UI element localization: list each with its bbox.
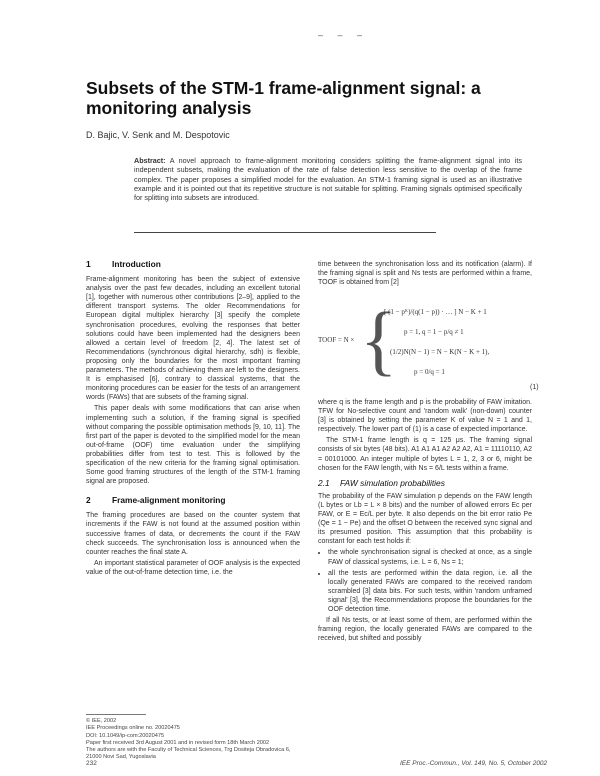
equation-line: [ (1 − pᴷ)/(q(1 − p)) · … ] N − K + 1	[384, 308, 487, 316]
left-column	[86, 260, 300, 579]
paragraph: If all Ns tests, or at least some of them, are performed within the framing region, the locally generated FAWs are compared to the received, but shifted and possibly	[318, 617, 532, 643]
equation-number: (1)	[530, 384, 539, 391]
section-number: 2	[86, 495, 91, 506]
paragraph: The probability of the FAW simulation p depends on the FAW length (L bytes or Lb = L × 8 bits) and the number of allowed errors Ec per FAW, or E = Ec/L per byte. It also depends on the bit error ratio Pe (Qe = 1 − Pe) and the offset O between the received sync signal and its presumed position. This assumption that this probability is constant for each test holds if:	[318, 492, 532, 546]
section-heading-monitoring	[86, 496, 300, 505]
abstract-label: Abstract:	[134, 156, 166, 165]
right-column-bottom	[318, 398, 532, 645]
equation-line: p = 0/q = 1	[414, 368, 445, 376]
section-number: 1	[86, 259, 91, 269]
abstract-text: A novel approach to frame-alignment monitoring considers splitting the frame-alignment signal into its independent subsets, making the evaluation of the rate of false detection less sensitive to the overlap of the frame complex. The paper proposes a simplified model for the evaluation. An STM-1 framing signal is used as an illustrative example and it is pointed out that its repetitive structure is not suitable for splitting. Framing signals optimised specifically for splitting into subsets are introduced.	[134, 156, 522, 203]
subsection-title: FAW simulation probabilities	[340, 477, 445, 488]
section-heading-intro	[86, 260, 300, 269]
paragraph: time between the synchronisation loss and its notification (alarm). If the framing signal is split and Ns tests are performed within a frame, TOOF is obtained from [2]	[318, 261, 532, 287]
equation-brace: {	[360, 296, 398, 383]
journal-footer: IEE Proc.-Commun., Vol. 149, No. 5, October 2002	[400, 760, 548, 767]
footnote-line: The authors are with the Faculty of Technical Sciences, Trg Dositeja Obradovica 6, 21000 Novi Sad, Yugoslavia	[86, 747, 291, 761]
paragraph: where q is the frame length and p is the probability of FAW imitation. TFW for No-selective count and 'random walk' (non-down) counter [3] is obtained by setting the parameter K of value N = 1 and 1, respectively. The lower part of (1) is a case of expected importance.	[318, 399, 532, 434]
equation-1	[318, 298, 538, 390]
abstract-divider	[134, 232, 436, 233]
paragraph: An important statistical parameter of OOF analysis is the expected value of the out-of-frame detection time, i.e. the	[86, 559, 300, 576]
paper-title: Subsets of the STM-1 frame-alignment signal: a monitoring analysis	[86, 78, 481, 118]
abstract	[134, 156, 522, 202]
footnote-line: DOI: 10.1049/ip-com:20020475	[86, 732, 165, 739]
list-item: • all the tests are performed within the data region, i.e. all the locally generated FAWs are compared to the received random scrambled [3] data bits. For such tests, within 'random unframed signal' [3], the Recommendations propose the boundaries for the OOF detection time.	[328, 569, 532, 614]
section-title: Introduction	[112, 259, 161, 269]
subsection-number: 2.1	[318, 477, 330, 488]
condition-list	[318, 548, 532, 614]
footnote-line: IEE Proceedings online no. 20020475	[86, 725, 180, 732]
subsection-heading-faw	[318, 479, 532, 488]
footnote-divider	[86, 714, 146, 715]
paragraph: Frame-alignment monitoring has been the subject of extensive analysis over the past few decades, including an excellent tutorial [1], together with numerous other contributions [2–9], applied to the different transport systems. The older Recommendations for European digital multiplex hierarchy [3] specify the complete synchronisation procedures, evolving the responses that better solutions could have been implemented had the designers been allowed a certain level of freedom [2, 4]. The latest set of Recommendations (synchronous digital hierarchy, sdh) is flexible, proposing only the boundaries for the most important framing parameters. The methods of achieving them are left to the designers. It is emphasised [6], contrary to classical systems, that the monitoring procedures can be easier for the tests of an arrangement words (FAWs) that are subsets of the framing signal.	[86, 276, 300, 402]
paragraph: This paper deals with some modifications that can arise when implementing such a solution, if the framing signal is specified without comparing the possible optimisation methods [9, 10, 11]. The first part of the paper is devoted to the simplified model for the mean out-of-frame (OOF) time evaluation under the simplifying probabilities differ from test to test. This is followed by the specification of the new criteria for the framing signal optimisation. Some good framing structures of the length of the STM-1 framing signal are proposed.	[86, 405, 300, 486]
equation-line: (1/2)N(N − 1) = N − K(N − K + 1),	[390, 348, 490, 356]
equation-lhs: TOOF = N ×	[318, 336, 355, 344]
paragraph: The framing procedures are based on the counter system that increments if the FAW is not found at the assumed position within successive frames of data, or decrements the count if the FAW check succeeds. The synchronisation loss is announced when the counter reaches the final state A.	[86, 512, 300, 556]
section-title: Frame-alignment monitoring	[112, 495, 226, 506]
footnote-line: © IEE, 2002	[86, 718, 117, 724]
list-item: • the whole synchronisation signal is checked at once, as a single FAW of classical systems, i.e. L = 6, Ns = 1;	[328, 548, 532, 566]
right-column-top	[318, 260, 532, 289]
paragraph: The STM-1 frame length is q = 125 μs. The framing signal consists of six bytes (48 bits). A1 A1 A1 A2 A2 A2, A1 = 11110110, A2 = 00101000. An integer multiple of bytes L = 1, 2, 3 or 6, might be chosen for the FAW length, with Ns = 6/L tests within a frame.	[318, 437, 532, 472]
footnote-line: Paper first received 3rd August 2001 and in revised form 18th March 2002	[86, 739, 270, 746]
author-list: D. Bajic, V. Senk and M. Despotovic	[86, 130, 230, 140]
equation-line: p = 1, q = 1 − p/q ≠ 1	[404, 328, 464, 336]
footnotes	[86, 718, 296, 762]
header-mark: – – –	[318, 30, 369, 40]
page-number: 232	[86, 760, 97, 767]
